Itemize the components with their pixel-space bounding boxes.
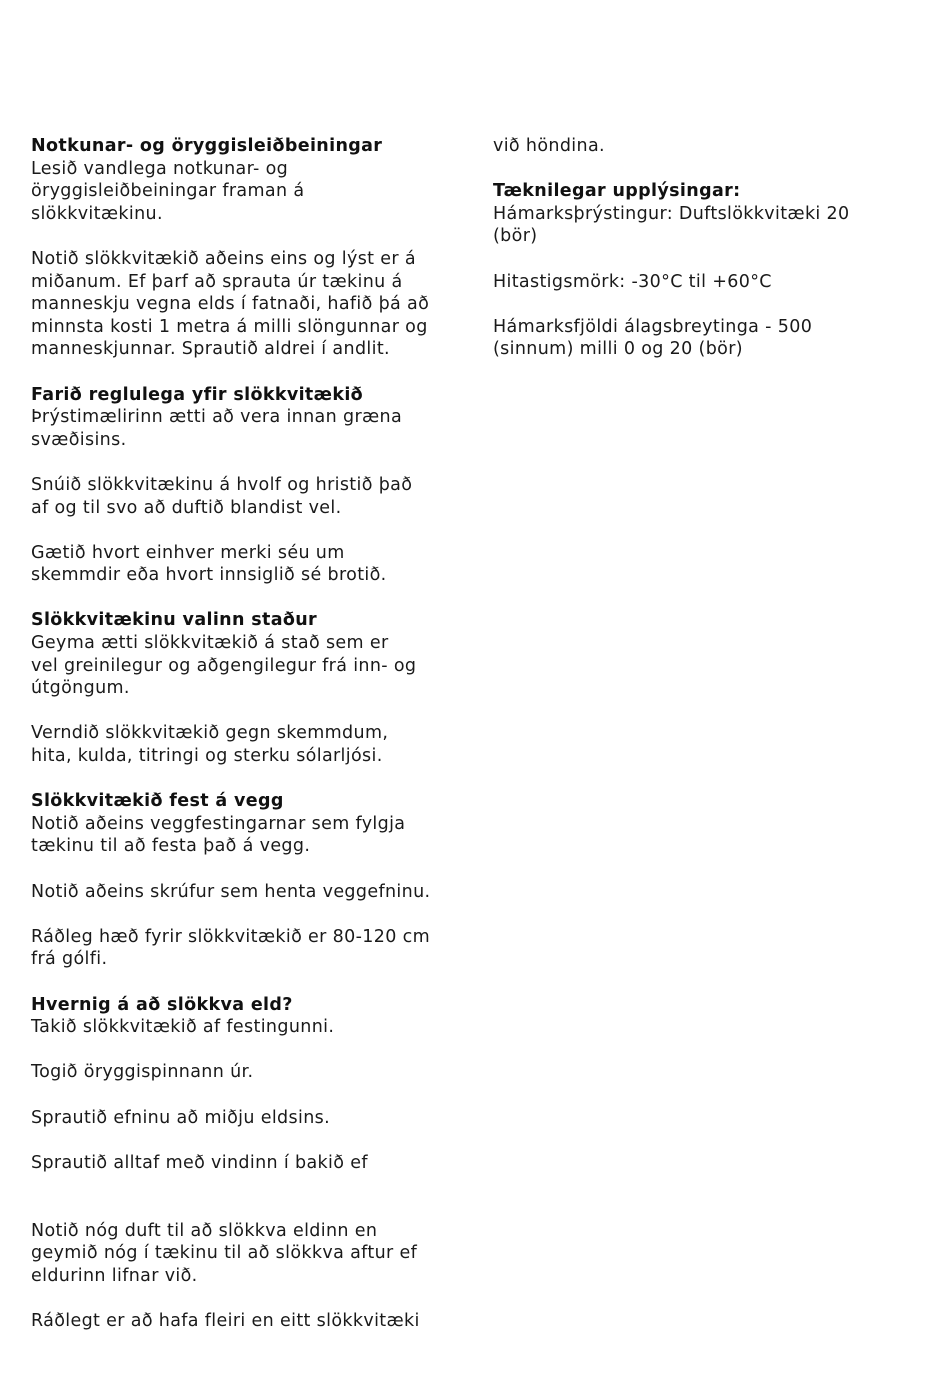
paragraph xyxy=(31,926,471,971)
paragraph xyxy=(31,1220,471,1288)
paragraph xyxy=(31,1152,471,1175)
text-line: Takið slökkvitækið af festingunni. xyxy=(31,1017,335,1038)
paragraph xyxy=(31,881,471,904)
paragraph xyxy=(31,722,471,767)
text-line: Geyma ætti slökkvitækið á stað sem er xyxy=(31,633,389,654)
text-line: Hámarksfjöldi álagsbreytinga - 500 xyxy=(493,316,813,337)
text-line: manneskju vegna elds í fatnaði, hafið þá að xyxy=(31,294,430,315)
text-line: Ráðlegt er að hafa fleiri en eitt slökkvitæki xyxy=(31,1310,420,1331)
paragraph xyxy=(31,542,471,587)
text-line: Gætið hvort einhver merki séu um xyxy=(31,542,345,563)
text-line: Notið slökkvitækið aðeins eins og lýst er á xyxy=(31,248,416,269)
text-line: útgöngum. xyxy=(31,678,130,699)
text-line: Hámarksþrýstingur: Duftslökkvitæki 20 xyxy=(493,203,850,224)
section-wall-mount xyxy=(31,790,471,858)
text-line: frá gólfi. xyxy=(31,949,108,970)
text-line: hita, kulda, titringi og sterku sólarljósi. xyxy=(31,746,383,767)
text-line: geymið nóg í tækinu til að slökkva aftur ef xyxy=(31,1243,418,1264)
paragraph xyxy=(493,316,913,361)
section-heading: Tæknilegar upplýsingar: xyxy=(493,181,741,202)
section-usage-safety xyxy=(31,135,471,225)
text-line: Verndið slökkvitækið gegn skemmdum, xyxy=(31,723,389,744)
text-line: við höndina. xyxy=(493,136,605,156)
text-line: Lesið vandlega notkunar- og xyxy=(31,158,289,179)
section-technical-info xyxy=(493,180,913,248)
text-line: Sprautið alltaf með vindinn í bakið ef xyxy=(31,1152,368,1173)
section-heading: Farið reglulega yfir slökkvitækið xyxy=(31,384,364,405)
text-line: tækinu til að festa það á vegg. xyxy=(31,836,311,857)
text-line: slökkvitækinu. xyxy=(31,203,163,224)
text-line: Þrýstimælirinn ætti að vera innan græna xyxy=(31,407,403,428)
section-heading: Hvernig á að slökkva eld? xyxy=(31,994,293,1015)
text-line: Ráðleg hæð fyrir slökkvitækið er 80-120 cm xyxy=(31,926,430,947)
paragraph xyxy=(31,474,471,519)
text-line: svæðisins. xyxy=(31,429,127,450)
text-line: öryggisleiðbeiningar framan á xyxy=(31,181,305,202)
text-line: Hitastigsmörk: -30°C til +60°C xyxy=(493,271,772,292)
paragraph xyxy=(493,271,913,294)
section-location xyxy=(31,609,471,699)
text-line: Snúið slökkvitækinu á hvolf og hristið það xyxy=(31,474,413,495)
text-line: manneskjunnar. Sprautið aldrei í andlit. xyxy=(31,339,390,360)
text-line: eldurinn lifnar við. xyxy=(31,1265,198,1286)
text-line: (bör) xyxy=(493,226,538,247)
text-line: minnsta kosti 1 metra á milli slöngunnar og xyxy=(31,316,428,337)
text-line: skemmdir eða hvort innsiglið sé brotið. xyxy=(31,565,387,586)
paragraph xyxy=(31,1061,471,1084)
continuation-paragraph xyxy=(493,135,913,158)
text-line: miðanum. Ef þarf að sprauta úr tækinu á xyxy=(31,271,403,292)
text-line: af og til svo að duftið blandist vel. xyxy=(31,497,342,518)
paragraph xyxy=(31,248,471,361)
right-column xyxy=(493,135,913,384)
text-line: Notið aðeins veggfestingarnar sem fylgja xyxy=(31,813,406,834)
paragraph xyxy=(31,1107,471,1130)
section-heading: Notkunar- og öryggisleiðbeiningar xyxy=(31,136,383,156)
paragraph xyxy=(31,1310,471,1333)
left-column xyxy=(31,135,471,1355)
section-how-to-extinguish xyxy=(31,994,471,1039)
text-line: Togið öryggispinnann úr. xyxy=(31,1062,254,1083)
text-line: (sinnum) milli 0 og 20 (bör) xyxy=(493,339,743,360)
text-line: Notið aðeins skrúfur sem henta veggefninu. xyxy=(31,881,431,902)
text-line: Sprautið efninu að miðju eldsins. xyxy=(31,1107,331,1128)
section-regular-check xyxy=(31,384,471,452)
section-heading: Slökkvitækið fest á vegg xyxy=(31,791,284,812)
section-heading: Slökkvitækinu valinn staður xyxy=(31,610,318,631)
text-line: Notið nóg duft til að slökkva eldinn en xyxy=(31,1220,378,1241)
text-line: vel greinilegur og aðgengilegur frá inn- og xyxy=(31,655,417,676)
